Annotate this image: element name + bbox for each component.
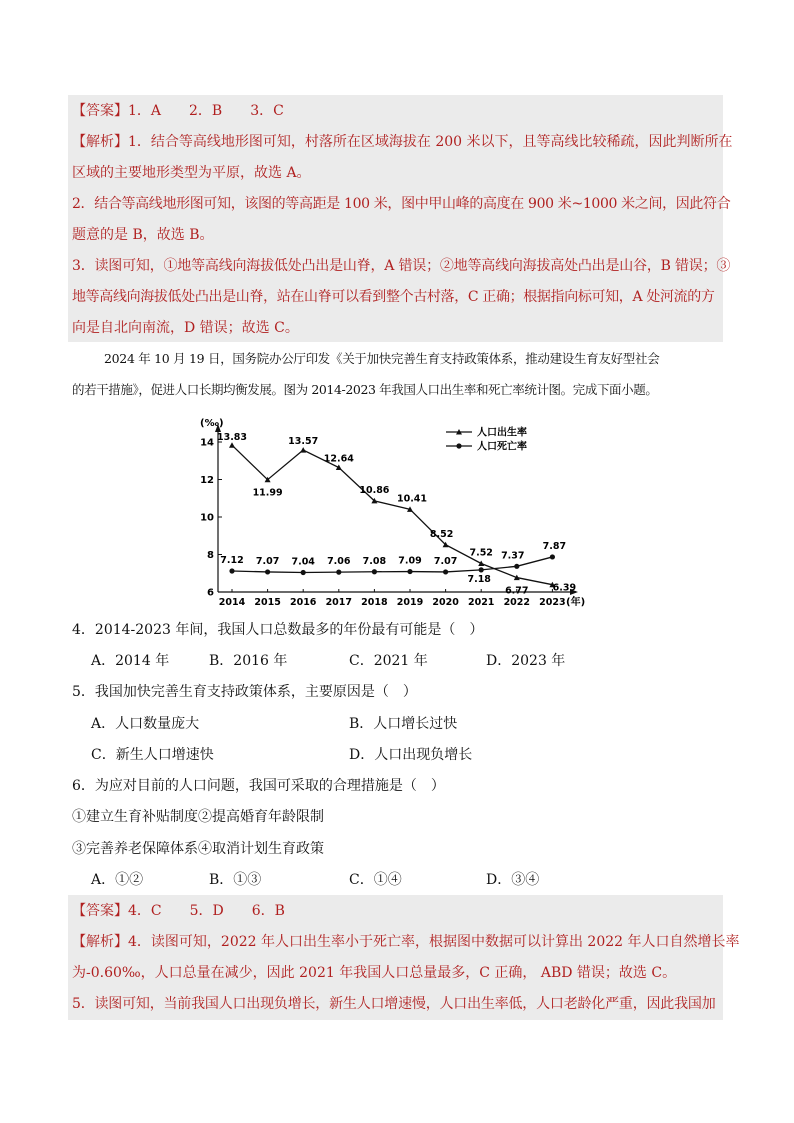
death-rate-point bbox=[372, 569, 377, 574]
analysis-line-4: 题意的是 B，故选 B。 bbox=[72, 227, 214, 243]
death-rate-point bbox=[229, 568, 234, 573]
death-rate-point bbox=[443, 569, 448, 574]
death-rate-label: 7.08 bbox=[362, 555, 387, 567]
death-rate-point bbox=[265, 569, 270, 574]
birth-rate-label: 10.41 bbox=[396, 493, 428, 505]
legend-marker-circle bbox=[456, 443, 461, 448]
x-tick-label: 2018 bbox=[361, 597, 388, 608]
series-line-0 bbox=[232, 445, 552, 585]
analysis-line-2: 区域的主要地形类型为平原，故选 A。 bbox=[72, 165, 311, 181]
q6-statements-2: ③完善养老保障体系④取消计划生育政策 bbox=[72, 841, 324, 857]
y-tick-label: 8 bbox=[207, 550, 214, 561]
y-axis-label: (‰) bbox=[200, 418, 224, 429]
death-rate-point bbox=[407, 569, 412, 574]
answer-label-2: 【答案】 bbox=[72, 903, 128, 919]
death-rate-label: 7.04 bbox=[291, 556, 315, 568]
legend-label-0: 人口出生率 bbox=[477, 427, 527, 439]
death-rate-label: 7.87 bbox=[542, 540, 567, 552]
death-rate-label: 7.06 bbox=[327, 556, 351, 568]
y-tick-label: 6 bbox=[207, 587, 214, 599]
analysis2-line-2: 为-0.60‰，人口总量在减少，因此 2021 年我国人口总量最多，C 正确， ABD 错误；故选 C。 bbox=[72, 965, 677, 981]
answer-label: 【答案】 bbox=[72, 103, 128, 119]
answer-line-2 bbox=[72, 900, 722, 922]
birth-rate-label: 13.57 bbox=[288, 436, 319, 448]
death-rate-point bbox=[514, 564, 519, 569]
birth-rate-label: 12.64 bbox=[323, 453, 354, 465]
q4-option-a: A．2014 年 bbox=[91, 653, 170, 669]
q6-option-b: B．①③ bbox=[209, 872, 262, 888]
x-tick-label: 2020 bbox=[432, 597, 459, 608]
q6-option-c: C．①④ bbox=[349, 872, 402, 888]
birth-rate-label: 8.52 bbox=[429, 528, 454, 540]
q5-option-c: C．新生人口增速快 bbox=[91, 747, 214, 763]
q4-stem: 4．2014-2023 年间，我国人口总数最多的年份最有可能是（ ） bbox=[72, 622, 484, 638]
death-rate-point bbox=[550, 554, 555, 559]
analysis-line-3: 2．结合等高线地形图可知，该图的等高距是 100 米，图中甲山峰的高度在 900 米~1000 米之间，因此符合 bbox=[72, 196, 731, 212]
q6-option-a: A．①② bbox=[91, 872, 144, 888]
birth-rate-label: 13.83 bbox=[216, 432, 248, 444]
chart-series bbox=[217, 432, 576, 596]
death-rate-label: 7.09 bbox=[398, 555, 422, 567]
x-tick-label: 2021 bbox=[467, 597, 495, 608]
analysis-line-6: 地等高线向海拔低处凸出是山脊，站在山脊可以看到整个古村落，C 正确；根据指向标可知，A 处河流的方 bbox=[72, 289, 715, 305]
legend-label-1: 人口死亡率 bbox=[477, 441, 527, 453]
birth-rate-label: 7.52 bbox=[469, 547, 493, 559]
analysis-label-2: 【解析】 bbox=[72, 934, 128, 950]
analysis2-line-1: 【解析】4．读图可知，2022 年人口出生率小于死亡率，根据图中数据可以计算出 2022 年人口自然增长率 bbox=[72, 934, 740, 950]
q6-stem: 6．为应对目前的人口问题，我国可采取的合理措施是（ ） bbox=[72, 778, 445, 794]
birth-rate-point bbox=[336, 465, 342, 471]
population-rate-chart bbox=[190, 410, 610, 610]
analysis-line-7: 向是自北向南流，D 错误；故选 C。 bbox=[72, 320, 299, 336]
death-rate-label: 7.18 bbox=[467, 573, 491, 585]
q4-option-c: C．2021 年 bbox=[349, 653, 428, 669]
birth-rate-label: 10.86 bbox=[359, 484, 390, 496]
death-rate-label: 7.37 bbox=[501, 550, 525, 562]
intro-line-2: 的若干措施》，促进人口长期均衡发展。图为 2014-2023 年我国人口出生率和死亡率统计图。完成下面小题。 bbox=[72, 382, 658, 397]
birth-rate-point bbox=[300, 447, 306, 453]
birth-rate-label: 6.77 bbox=[505, 585, 529, 597]
analysis-line-5: 3．读图可知，①地等高线向海拔低处凸出是山脊，A 错误；②地等高线向海拔高处凸出是山谷，B 错误；③ bbox=[72, 258, 731, 274]
y-tick-label: 10 bbox=[200, 512, 214, 524]
death-rate-label: 7.12 bbox=[220, 555, 244, 566]
birth-rate-label: 11.99 bbox=[252, 487, 283, 499]
answer-text: 1．A 2．B 3．C bbox=[128, 103, 284, 119]
chart-legend bbox=[446, 426, 527, 453]
death-rate-point bbox=[301, 570, 306, 575]
x-tick-label: 2022 bbox=[503, 597, 531, 608]
death-rate-point bbox=[479, 567, 484, 572]
death-rate-point bbox=[336, 570, 341, 575]
x-axis-label: (年) bbox=[566, 597, 586, 608]
y-tick-label: 14 bbox=[200, 437, 214, 449]
death-rate-label: 7.07 bbox=[255, 555, 280, 567]
x-tick-label: 2019 bbox=[396, 597, 424, 608]
x-tick-label: 2017 bbox=[325, 597, 353, 608]
intro-line-1: 2024 年 10 月 19 日，国务院办公厅印发《关于加快完善生育支持政策体系，推动建设生育友好型社会 bbox=[104, 351, 660, 366]
answer-line-1 bbox=[72, 100, 722, 122]
x-tick-label: 2016 bbox=[289, 597, 317, 608]
q4-option-d: D．2023 年 bbox=[486, 653, 566, 669]
q4-option-b: B．2016 年 bbox=[209, 653, 288, 669]
birth-rate-label: 6.39 bbox=[552, 582, 577, 594]
q5-option-a: A．人口数量庞大 bbox=[91, 716, 200, 732]
x-tick-label: 2023 bbox=[539, 597, 566, 608]
q6-option-d: D．③④ bbox=[486, 872, 540, 888]
x-tick-label: 2015 bbox=[254, 597, 281, 608]
q5-stem: 5．我国加快完善生育支持政策体系，主要原因是（ ） bbox=[72, 684, 417, 700]
x-tick-label: 2014 bbox=[218, 597, 246, 608]
birth-rate-point bbox=[478, 561, 484, 567]
q6-statements-1: ①建立生育补贴制度②提高婚育年龄限制 bbox=[72, 809, 324, 825]
q5-option-b: B．人口增长过快 bbox=[349, 716, 458, 732]
y-tick-label: 12 bbox=[200, 475, 214, 486]
analysis-label: 【解析】 bbox=[72, 134, 128, 150]
death-rate-label: 7.07 bbox=[433, 555, 458, 567]
analysis2-line-3: 5．读图可知，当前我国人口出现负增长，新生人口增速慢，人口出生率低，人口老龄化严重，因此我国加 bbox=[72, 996, 716, 1012]
q5-option-d: D．人口出现负增长 bbox=[349, 747, 473, 763]
analysis-line-1: 【解析】1．结合等高线地形图可知，村落所在区域海拔在 200 米以下，且等高线比较稀疏，因此判断所在 bbox=[72, 134, 733, 150]
answer-text-2: 4．C 5．D 6．B bbox=[128, 903, 285, 919]
